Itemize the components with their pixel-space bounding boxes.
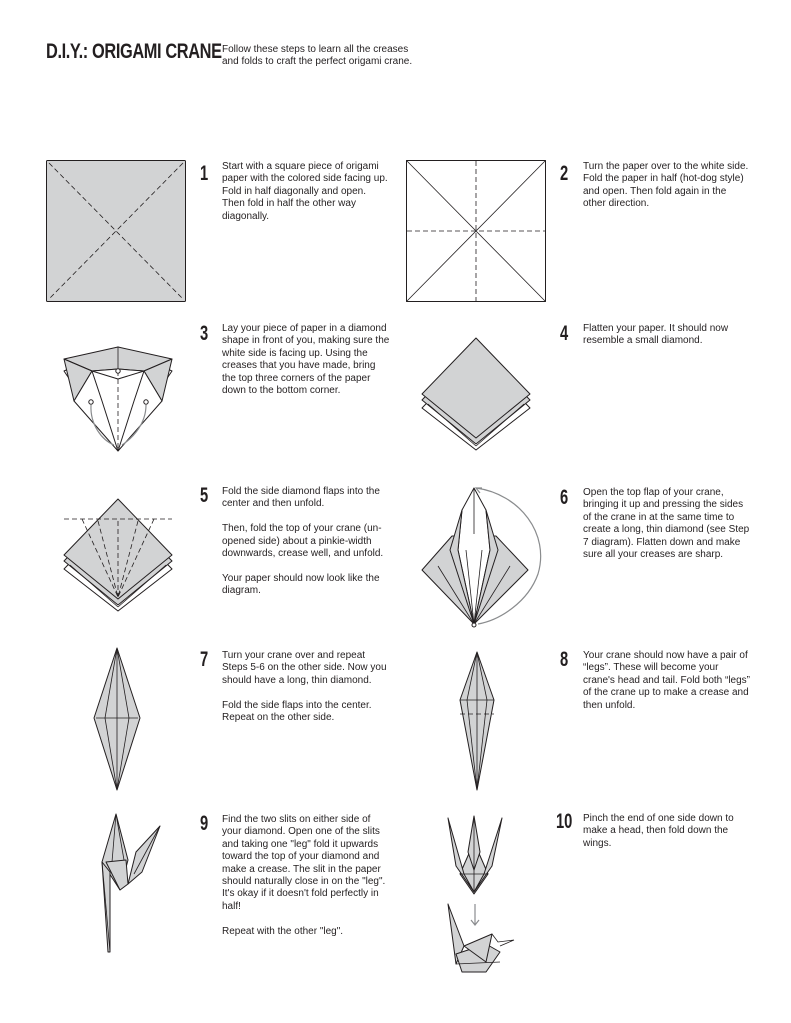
step-4-text	[583, 323, 751, 348]
step-10-number: 10	[556, 810, 573, 833]
step-3-number: 3	[200, 322, 209, 345]
step-5-paragraph: Then, fold the top of your crane (un-opened side) about a pinkie-width downwards, crease well, and unfold.	[222, 523, 384, 560]
step-9-diagram	[96, 812, 164, 954]
step-2-paragraph: Turn the paper over to the white side. Fold the paper in half (hot-dog style) and open. Then fold again in the other direction.	[583, 161, 749, 210]
intro-text: Follow these steps to learn all the creases and folds to craft the perfect origami crane.	[222, 44, 413, 68]
step-4-diagram	[420, 336, 532, 452]
step-3-text	[222, 323, 390, 397]
step-6-text	[583, 487, 751, 561]
step-8-text	[583, 650, 751, 712]
step-8-diagram	[458, 650, 496, 792]
step-1-number: 1	[200, 162, 209, 185]
step-6-diagram	[420, 484, 552, 630]
step-7-paragraph: Fold the side flaps into the center. Repeat on the other side.	[222, 699, 372, 724]
step-10-text	[583, 813, 751, 850]
step-9-paragraph: Find the two slits on either side of your diamond. Open one of the slits and taking one "leg" fold it upwards toward the top of your diamond and make a crease. The slit in the paper should naturally close in on the "leg". It's okay if it doesn't fold perfectly in half!	[222, 814, 386, 912]
step-7-diagram	[92, 646, 142, 792]
step-4-paragraph: Flatten your paper. It should now resemble a small diamond.	[583, 323, 729, 347]
step-1-text	[222, 161, 390, 223]
step-5-paragraph: Fold the side diamond flaps into the center and then unfold.	[222, 486, 380, 510]
step-5-text	[222, 486, 390, 598]
step-1-paragraph: Start with a square piece of origami paper with the colored side facing up. Fold in half diagonally and open. Then fold in half the other way diagonally.	[222, 161, 388, 222]
step-7-text	[222, 650, 390, 724]
step-8-number: 8	[560, 648, 569, 671]
page-title: D.I.Y.: ORIGAMI CRANE	[46, 40, 222, 63]
step-6-paragraph: Open the top flap of your crane, bringing it up and pressing the sides of the crane in at the same time to create a long, thin diamond (see Step 7 diagram). Flatten down and make sure all your creases are sharp.	[583, 487, 750, 561]
step-3-diagram	[62, 345, 174, 453]
step-5-paragraph: Your paper should now look like the diagram.	[222, 572, 380, 597]
step-7-paragraph: Turn your crane over and repeat Steps 5-6 on the other side. Now you should have a long, thin diamond.	[222, 650, 387, 686]
step-2-diagram	[406, 160, 546, 302]
step-3-paragraph: Lay your piece of paper in a diamond shape in front of you, making sure the white side is facing up. Using the creases that you have made, bring the top three corners of the paper down to the bottom corner.	[222, 323, 390, 397]
step-10-paragraph: Pinch the end of one side down to make a head, then fold down the wings.	[583, 813, 734, 849]
step-7-number: 7	[200, 648, 209, 671]
step-1-diagram	[46, 160, 186, 302]
step-2-number: 2	[560, 162, 569, 185]
step-9-text	[222, 814, 390, 938]
step-8-paragraph: Your crane should now have a pair of “legs”. These will become your crane's head and tail. Fold both “legs” of the crane up to make a crease and then unfold.	[583, 650, 751, 711]
step-6-number: 6	[560, 486, 569, 509]
step-5-number: 5	[200, 484, 209, 507]
step-4-number: 4	[560, 322, 569, 345]
step-9-number: 9	[200, 812, 209, 835]
step-10-diagram	[442, 812, 516, 976]
step-9-paragraph: Repeat with the other "leg".	[222, 925, 344, 937]
step-2-text	[583, 161, 751, 211]
step-5-diagram	[62, 497, 174, 613]
